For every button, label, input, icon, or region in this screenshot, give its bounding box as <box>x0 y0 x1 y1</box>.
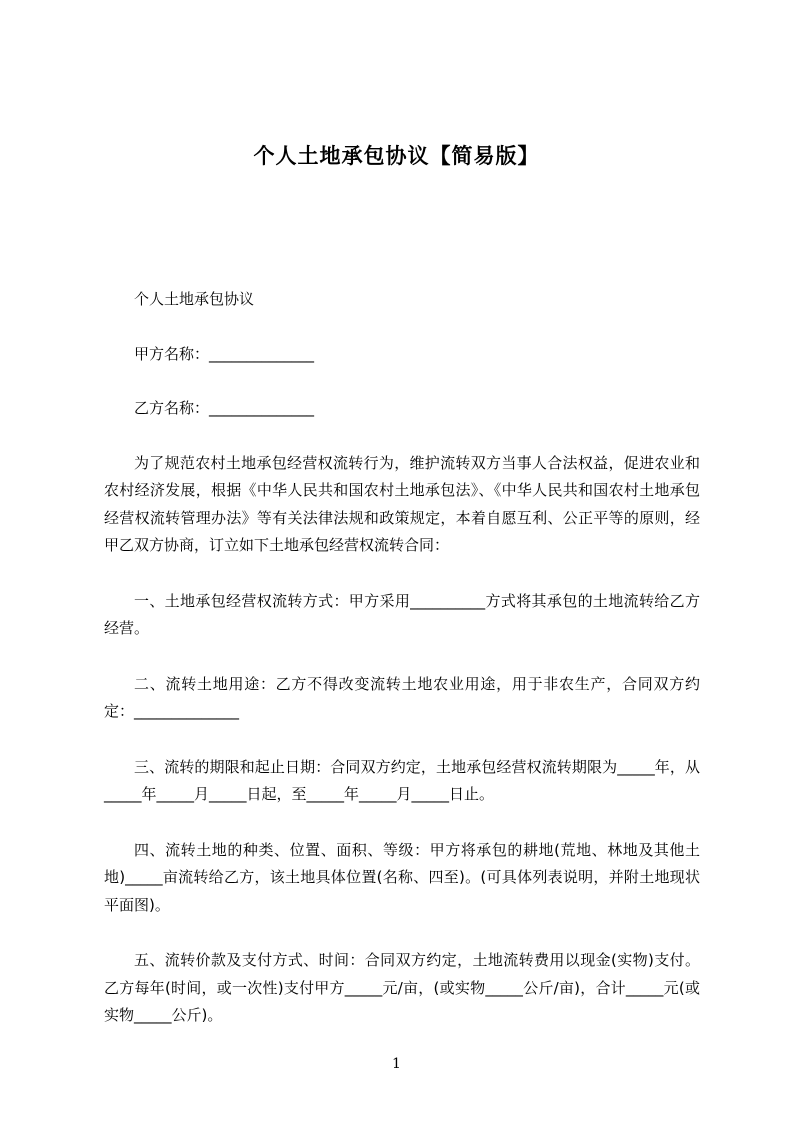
intro-paragraph: 为了规范农村土地承包经营权流转行为，维护流转双方当事人合法权益，促进农业和农村经济发展，根据《中华人民共和国农村土地承包法》、《中华人民共和国农村土地承包经营权流转管理办法》等有关法律法规和政策规定，本着自愿互利、公正平等的原则，经甲乙双方协商，订立如下土地承包经营权流转合同： <box>104 453 700 554</box>
document-subtitle: 个人土地承包协议 <box>134 290 255 308</box>
clause-5: 五、流转价款及支付方式、时间：合同双方约定，土地流转费用以现金(实物)支付。乙方每年(时间，或一次性)支付甲方_____元/亩，(或实物_____公斤/亩)，合计_____元(或实物_____公斤)。 <box>104 951 700 1024</box>
party-a-field: 甲方名称：______________ <box>134 344 315 363</box>
clause-2: 二、流转土地用途：乙方不得改变流转土地农业用途，用于非农生产，合同双方约定：______________ <box>104 674 700 720</box>
document-title: 个人土地承包协议【简易版】 <box>253 144 540 168</box>
clause-4: 四、流转土地的种类、位置、面积、等级：甲方将承包的耕地(荒地、林地及其他土地)_____亩流转给乙方，该土地具体位置(名称、四至)。(可具体列表说明，并附土地现状平面图)。 <box>104 840 700 914</box>
clause-1: 一、土地承包经营权流转方式：甲方采用__________方式将其承包的土地流转给乙方经营。 <box>104 591 700 637</box>
page-number: 1 <box>392 1056 401 1072</box>
party-b-field: 乙方名称：______________ <box>134 399 315 417</box>
clause-3: 三、流转的期限和起止日期：合同双方约定，土地承包经营权流转期限为_____年，从_____年_____月_____日起，至_____年_____月_____日止。 <box>104 757 700 803</box>
document-body <box>104 286 700 1030</box>
